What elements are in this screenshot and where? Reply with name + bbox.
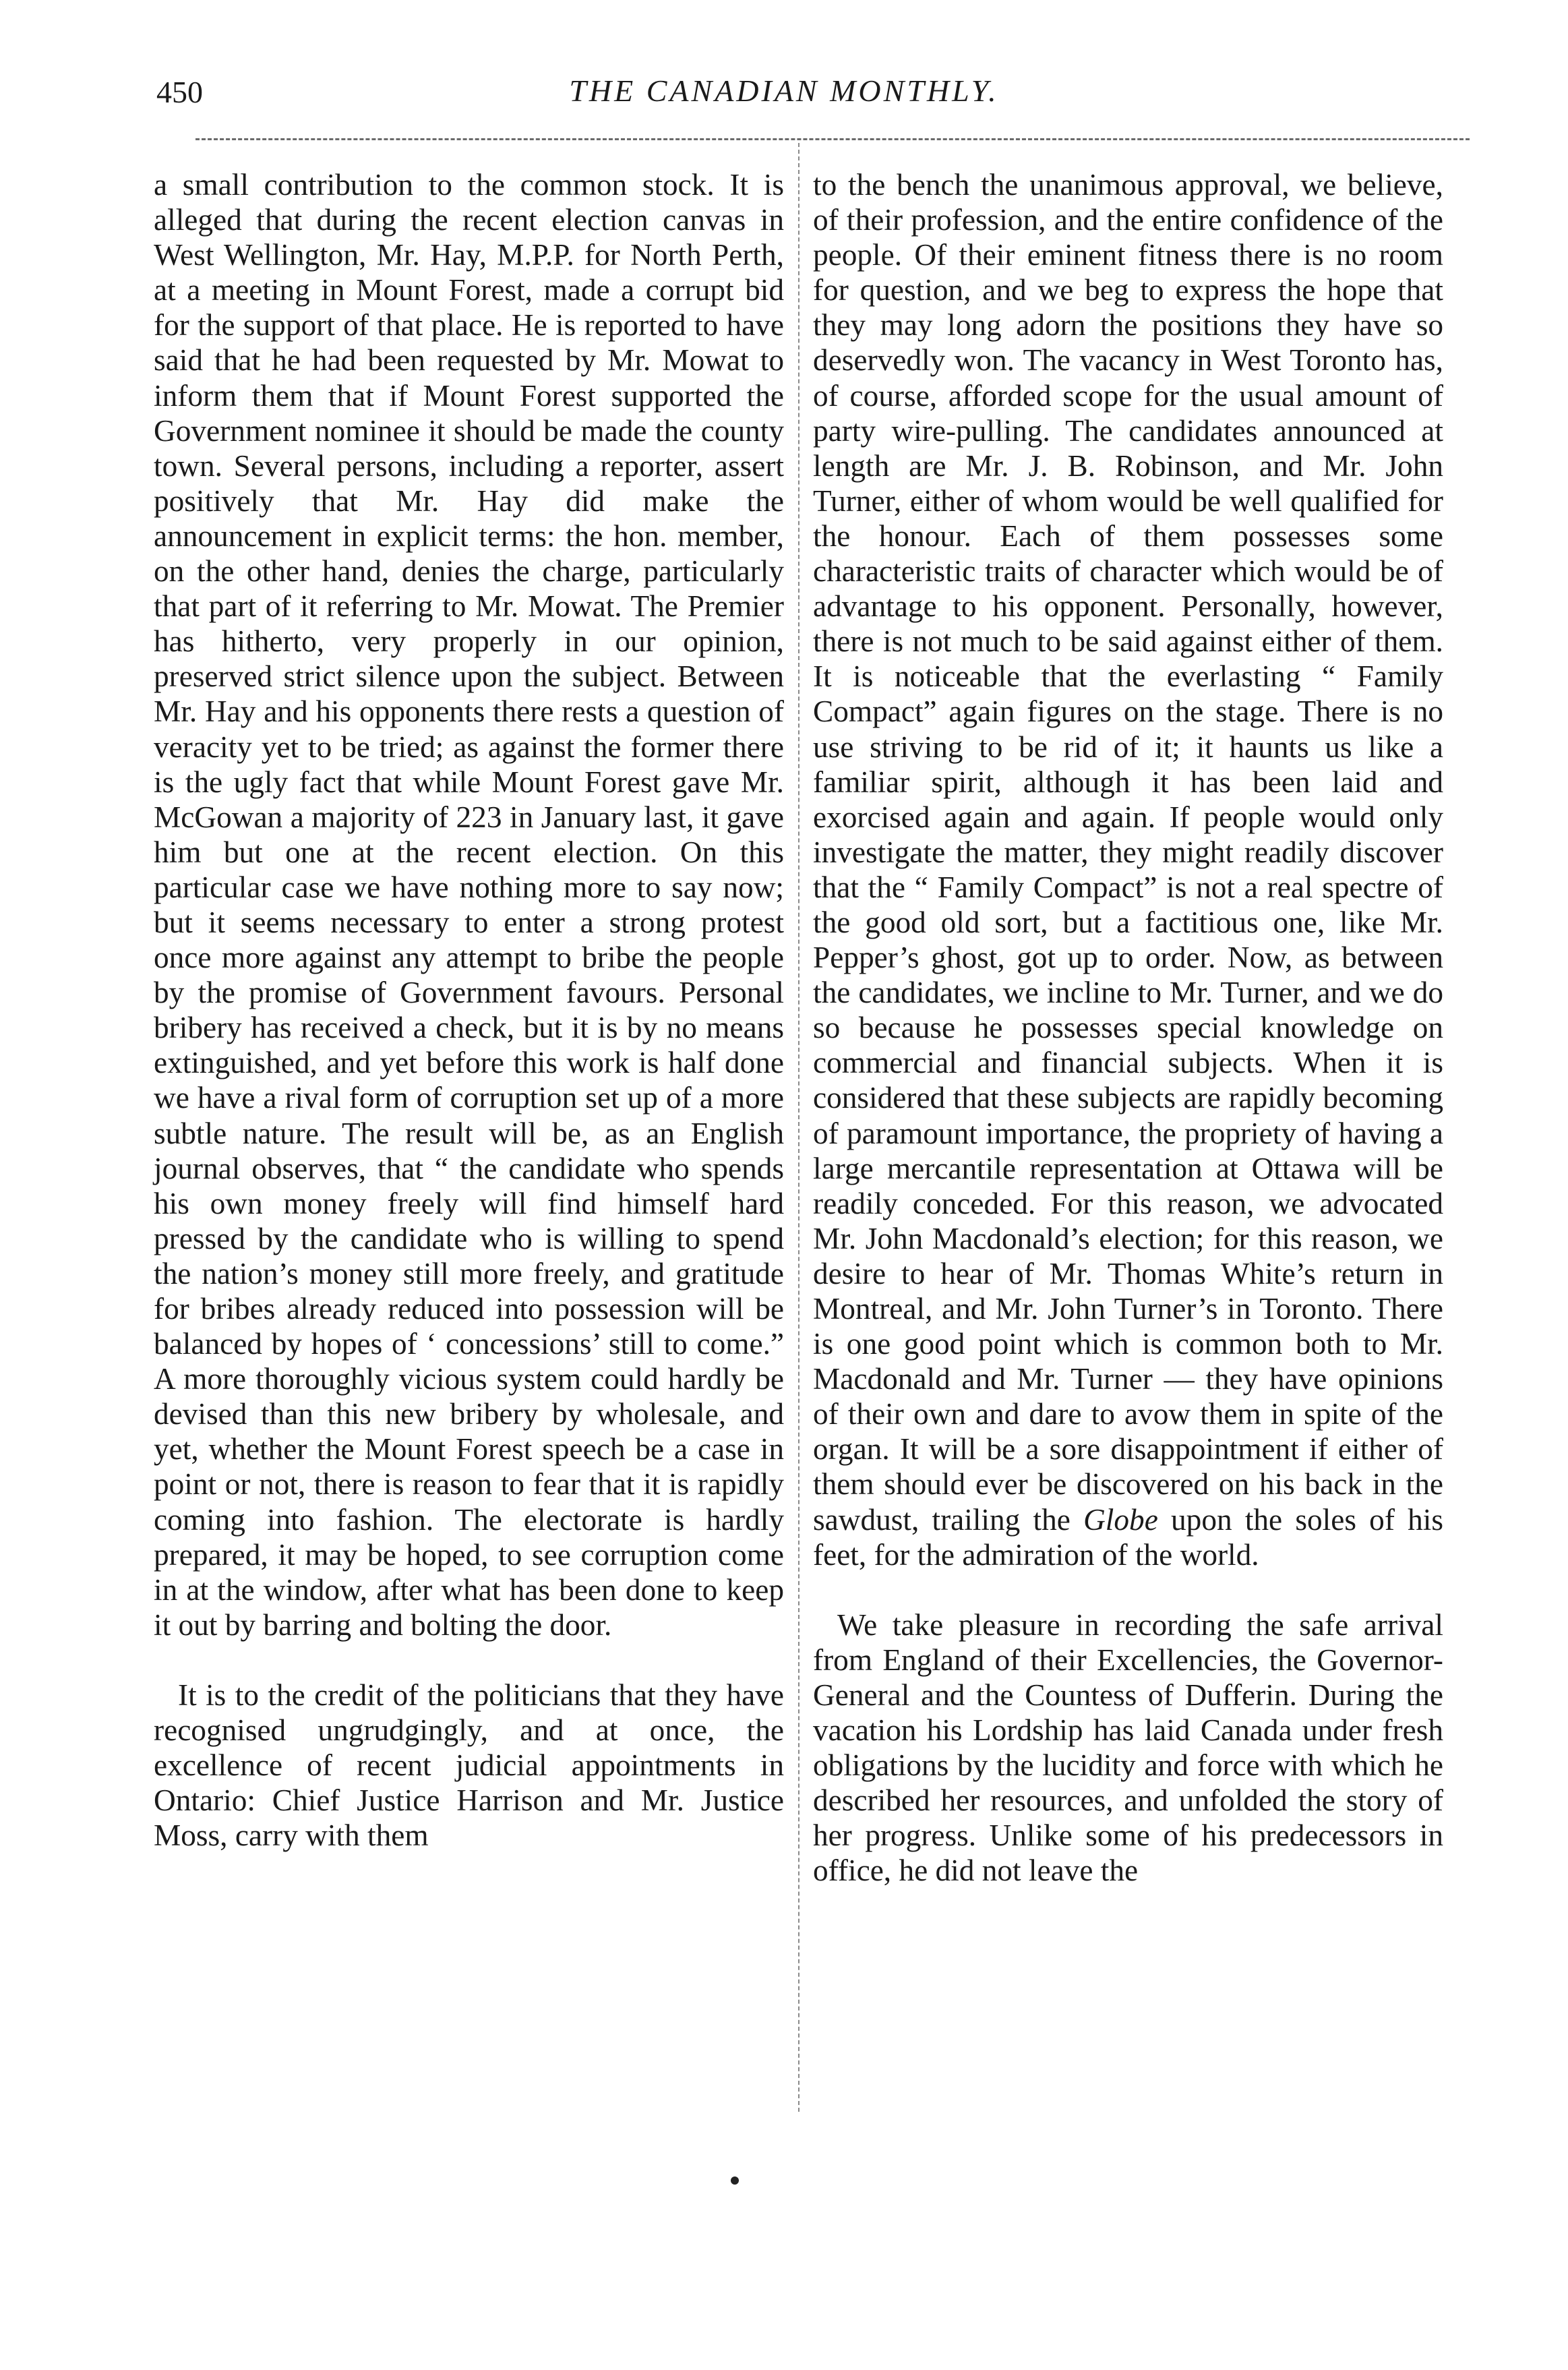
page-number: 450 (156, 75, 203, 109)
mount-forest-paragraph: a small contribution to the common stock. It is alleged that during the recent election canvas in West Wellington, Mr. Hay, M.P.P. for North Perth, at a meeting in Mount Forest, made a corrupt bid for the support of that place. He is reported to have said that he had been requested by Mr. Mowat to inform them that if Mount Forest supported the Government nominee it should be made the county town. Several persons, including a reporter, assert positively that Mr. Hay did make the announcement in explicit terms: the hon. member, on the other hand, denies the charge, particularly that part of it referring to Mr. Mowat. The Premier has hitherto, very properly in our opinion, preserved strict silence upon the subject. Between Mr. Hay and his opponents there rests a question of veracity yet to be tried; as against the former there is the ugly fact that while Mount Forest gave Mr. McGowan a majority of 223 in January last, it gave him but one at the recent election. On this particular case we have nothing more to say now; but it seems necessary to enter a strong protest once more against any attempt to bribe the people by the promise of Government favours. Personal bribery has received a check, but it is by no means extinguished, and yet before this work is half done we have a rival form of corruption set up of a more subtle nature. The result will be, as an English journal observes, that “ the candidate who spends his own money freely will find himself hard pressed by the candidate who is willing to spend the nation’s money still more freely, and gratitude for bribes already reduced into possession will be balanced by hopes of ‘ concessions’ still to come.” A more thoroughly vicious system could hardly be devised than this new bribery by wholesale, and yet, whether the Mount Forest speech be a case in point or not, there is reason to fear that it is rapidly coming into fashion. The electorate is hardly prepared, it may be hoped, to see corruption come in at the window, after what has been done to keep it out by barring and bolting the door. (154, 168, 784, 1642)
left-column (154, 167, 784, 1853)
judicial-appointments-paragraph: It is to the credit of the politicians that they have recognised ungrudgingly, and at once, the excellence of recent judicial appointments in Ontario: Chief Justice Harrison and Mr. Justice Moss, carry with them (154, 1678, 784, 1853)
west-toronto-ending: upon the soles of his feet, for the admiration of the world. (813, 1502, 1443, 1572)
west-toronto-text: to the bench the unanimous approval, we believe, of their profession, and the entire confidence of the people. Of their eminent fitness there is no room for question, and we beg to express the hope that they may long adorn the positions they have so deservedly won. The vacancy in West Toronto has, of course, afforded scope for the usual amount of party wire-pulling. The candidates announced at length are Mr. J. B. Robinson, and Mr. John Turner, either of whom would be well qualified for the honour. Each of them possesses some characteristic traits of character which would be of advantage to his opponent. Personally, however, there is not much to be said against either of them. It is noticeable that the everlasting “ Family Compact” again figures on the stage. There is no use striving to be rid of it; it haunts us like a familiar spirit, although it has been laid and exorcised again and again. If people would only investigate the matter, they might readily discover that the “ Family Compact” is not a real spectre of the good old sort, but a factitious one, like Mr. Pepper’s ghost, got up to order. Now, as between the candidates, we incline to Mr. Turner, and we do so because he possesses special knowledge on commercial and financial subjects. When it is considered that these subjects are rapidly becoming of paramount importance, the propriety of having a large mercantile representation at Ottawa will be readily conceded. For this reason, we advocated Mr. John Macdonald’s election; for this reason, we desire to hear of Mr. Thomas White’s return in Montreal, and Mr. John Turner’s in Toronto. There is one good point which is common both to Mr. Macdonald and Mr. Turner — they have opinions of their own and dare to avow them in spite of the organ. It will be a sore disappointment if either of them should ever be discovered on his back in the sawdust, trailing the (813, 168, 1443, 1537)
footer-dot (731, 2176, 739, 2185)
header-rule (195, 138, 1470, 140)
right-column (813, 167, 1443, 1889)
running-head: THE CANADIAN MONTHLY. (569, 73, 999, 108)
west-toronto-paragraph (813, 167, 1443, 1572)
column-divider (798, 143, 800, 2112)
dufferin-paragraph: We take pleasure in recording the safe arrival from England of their Excellencies, the Governor-General and the Countess of Dufferin. During the vacation his Lordship has laid Canada under fresh obligations by the lucidity and force with which he described her resources, and unfolded the story of her progress. Unlike some of his predecessors in office, he did not leave the (813, 1607, 1443, 1888)
globe-title: Globe (1083, 1502, 1158, 1537)
